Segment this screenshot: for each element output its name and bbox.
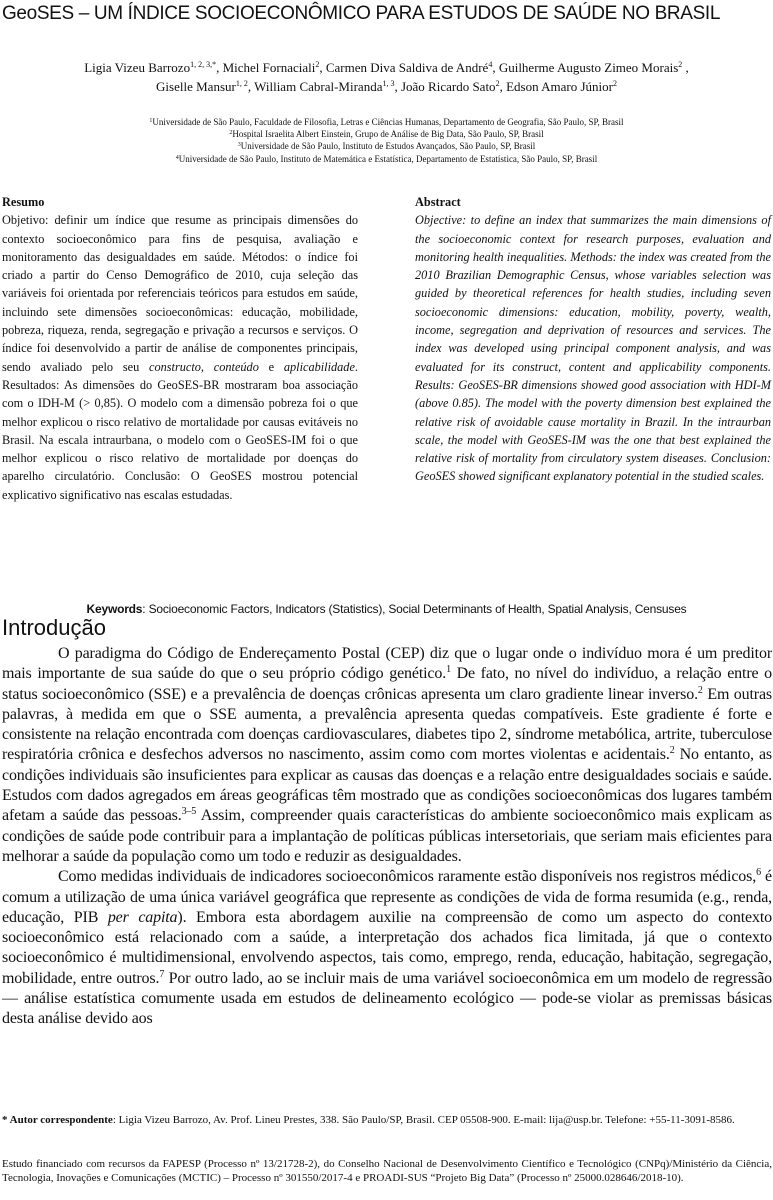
author-affiliation: 4 <box>488 60 493 69</box>
citation: 2 <box>697 684 703 696</box>
author-affiliation: 1, 3 <box>382 79 395 88</box>
author-name: Edson Amaro Júnior <box>506 79 613 94</box>
introducao-body <box>2 644 772 1030</box>
funding-footnote: Estudo financiado com recursos da FAPESP (Processo nº 13/21728-2), do Conselho Nacional de Desenvolvimento Científico e Tecnológico (CNPq)/Ministério da Ciência, Tecnologia, Inovações e Comunicações (MCTIC) – Processo nº 301550/2017-4 e PROADI-SUS “Projeto Big Data” (Processo nº 25000.028646/2018-10). <box>2 1158 772 1184</box>
author-name: Guilherme Augusto Zimeo Morais <box>498 60 679 75</box>
author-affiliation: 1, 2 <box>235 79 248 88</box>
citation: 7 <box>159 968 165 980</box>
author-name: William Cabral-Miranda <box>254 79 383 94</box>
abstract-heading: Abstract <box>415 195 461 209</box>
author-affiliation: 2 <box>678 60 683 69</box>
corresponding-author-footnote: * Autor correspondente: Ligia Vizeu Barrozo, Av. Prof. Lineu Prestes, 338. São Paulo/SP, Brasil. CEP 05508-900. E-mail: lija@usp.br. Telefone: +55-11-3091-8586. <box>2 1114 735 1126</box>
keywords-label: Keywords <box>86 602 143 616</box>
author-affiliation: 2 <box>612 79 617 88</box>
author-name: Carmen Diva Saldiva de André <box>325 60 489 75</box>
citation: 2 <box>669 745 675 757</box>
affiliation: $^1$Universidade de São Paulo, Faculdade de Filosofia, Letras e Ciências Humanas, Departamento de Geografia, São Paulo, SP, Brasil <box>149 117 624 127</box>
resumo-section: Resumo Objetivo: definir um índice que resume as principais dimensões do contexto socioeconômico para fins de pesquisa, avaliação e monitoramento das desigualdades em saúde. Métodos: o índice foi criado a partir do Censo Demográfico de 2010, cuja seleção das variáveis foi orientada por referenciais teóricos para estudos em saúde, incluindo sete dimensões socioeconômicas: educação, mobilidade, pobreza, riqueza, renda, segregação e privação a recursos e serviços. O índice foi desenvolvido a partir de análise de componentes principais, sendo avaliado pelo seu constructo, conteúdo e aplicabilidade. Resultados: As dimensões do GeoSES-BR mostraram boa associação com o IDH-M (> 0,85). O modelo com a dimensão pobreza foi o que melhor explicou o risco relativo de mortalidade por causas evitáveis no Brasil. Na escala intraurbana, o modelo com o GeoSES-IM foi o que melhor explicou o risco relativo de mortalidade por doenças do aparelho circulatório. Conclusão: O GeoSES mostrou potencial explicativo significativo nas escalas estudadas. <box>2 195 358 502</box>
affiliation: $^4$Universidade de São Paulo, Instituto de Matemática e Estatística, Departamento de Estatística, São Paulo, SP, Brasil <box>175 153 598 164</box>
section-heading-introducao: Introdução <box>2 615 106 640</box>
paragraph: O paradigma do Código de Endereçamento Postal (CEP) diz que o lugar onde o indivíduo mora é um preditor mais importante de sua saúde do que o seu próprio código genético.$^1$ De fato, no nível do indivíduo, a relação entre o status socioeconômico (SSE) e a prevalência de doenças crônicas apresenta um claro gradiente linear inverso.$^2$ Em outras palavras, à medida em que o SSE aumenta, a prevalência apresenta quedas compatíveis. Este gradiente é forte e consistente na relação encontrada com doenças cardiovasculares, diabetes tipo 2, síndrome metabólica, artrite, tuberculose respiratória crônica e desfechos adversos no nascimento, assim como com mortes violentas e acidentais.$^2$ No entanto, as condições individuais são insuficientes para explicar as causas das doenças e a relação entre desigualdades sociais e saúde. Estudos com dados agregados em áreas geográficas têm mostrado que as condições socioeconômicas dos lugares também afetam a saúde das pessoas.$^{3-5}$ Assim, compreender quais características do ambiente socioeconômico mais explicam as condições de saúde pode contribuir para a implantação de políticas públicas intersetoriais, que seriam mais eficientes para melhorar a saúde da população como um todo e reduzir as desigualdades. <box>2 645 773 865</box>
author-name: Michel Fornaciali <box>222 60 316 75</box>
paragraph: Como medidas individuais de indicadores socioeconômicos raramente estão disponíveis nos registros médicos,$^6$ é comum a utilização de uma única variável geográfica que represente as condições de vida de forma resumida (e.g., renda, educação, PIB per capita). Embora esta abordagem auxilie na compreensão de como um aspecto do contexto socioeconômico está relacionado com a saúde, a interpretação dos achados fica limitada, já que o contexto socioeconômico é multidimensional, envolvendo aspectos, tais como, emprego, renda, educação, habitação, segregação, mobilidade, entre outros.$^7$ Por outro lado, ao se incluir mais de uma variável socioeconômica em um modelo de regressão — análise estatística comumente usada em estudos de delineamento ecológico — pode-se violar as premissas básicas desta análise devido aos <box>2 867 772 1028</box>
abstract-section <box>415 193 771 486</box>
author-name: João Ricardo Sato <box>400 79 496 94</box>
affiliation: $^3$Universidade de São Paulo, Instituto de Estudos Avançados, São Paulo, SP, Brasil <box>237 141 536 152</box>
keywords-text: : Socioeconomic Factors, Indicators (Statistics), Social Determinants of Health, Spatial Analysis, Censuses <box>142 602 687 616</box>
author-name: Giselle Mansur <box>156 79 236 94</box>
citation: 1 <box>446 664 451 676</box>
citation: 3–5 <box>181 806 197 818</box>
paper-title: GeoSES – UM ÍNDICE SOCIOECONÔMICO PARA ESTUDOS DE SAÚDE NO BRASIL <box>2 3 721 24</box>
affiliation-list <box>40 116 733 165</box>
author-affiliation: 2 <box>315 60 320 69</box>
author-name: Ligia Vizeu Barrozo <box>84 60 191 75</box>
affiliation: $^2$Hospital Israelita Albert Einstein, Grupo de Análise de Big Data, São Paulo, SP, Brasil <box>229 129 544 140</box>
author-affiliation: 2 <box>495 79 500 88</box>
keywords-line <box>0 602 773 616</box>
abstract-text: Objective: to define an index that summarizes the main dimensions of the socioeconomic context for research purposes, evaluation and monitoring health inequalities. Methods: the index was created from the 2010 Brazilian Demographic Census, whose variables selection was guided by theoretical references for health studies, including seven socioeconomic dimensions: education, mobility, poverty, wealth, income, segregation and deprivation of resources and services. The index was developed using principal component analysis, and was evaluated for its construct, content and applicability components. Results: GeoSES-BR dimensions showed good association with HDI-M (above 0.85). The model with the poverty dimension best explained the relative risk of avoidable cause mortality in Brazil. In the intraurban scale, the model with GeoSES-IM was the one that best explained the relative risk of mortality from circulatory system diseases. Conclusion: GeoSES showed significant explanatory potential in the studied scales. <box>415 213 771 484</box>
citation: 6 <box>756 867 761 879</box>
resumo-text: Objetivo: definir um índice que resume as principais dimensões do contexto socioeconômico para fins de pesquisa, avaliação e monitoramento das desigualdades em saúde. Métodos: o índice foi criado a partir do Censo Demográfico de 2010, cuja seleção das variáveis foi orientada por referenciais teóricos para estudos em saúde, incluindo sete dimensões socioeconômicas: educação, mobilidade, pobreza, riqueza, renda, segregação e privação a recursos e serviços. O índice foi desenvolvido a partir de análise de componentes principais, sendo avaliado pelo seu <box>2 213 358 374</box>
author-affiliation: 1, 2, 3,* <box>190 60 217 69</box>
resumo-heading: Resumo <box>2 195 45 209</box>
author-list: Ligia Vizeu Barrozo$^{1, 2, 3,*}$, Michel Fornaciali$^2$, Carmen Diva Saldiva de André$^4$, Guilherme Augusto Zimeo Morais$^2$ , Giselle Mansur$^{1, 2}$, William Cabral-Miranda$^{1, 3}$, João Ricardo Sato$^2$, Edson Amaro Júnior$^2$ <box>84 60 689 94</box>
